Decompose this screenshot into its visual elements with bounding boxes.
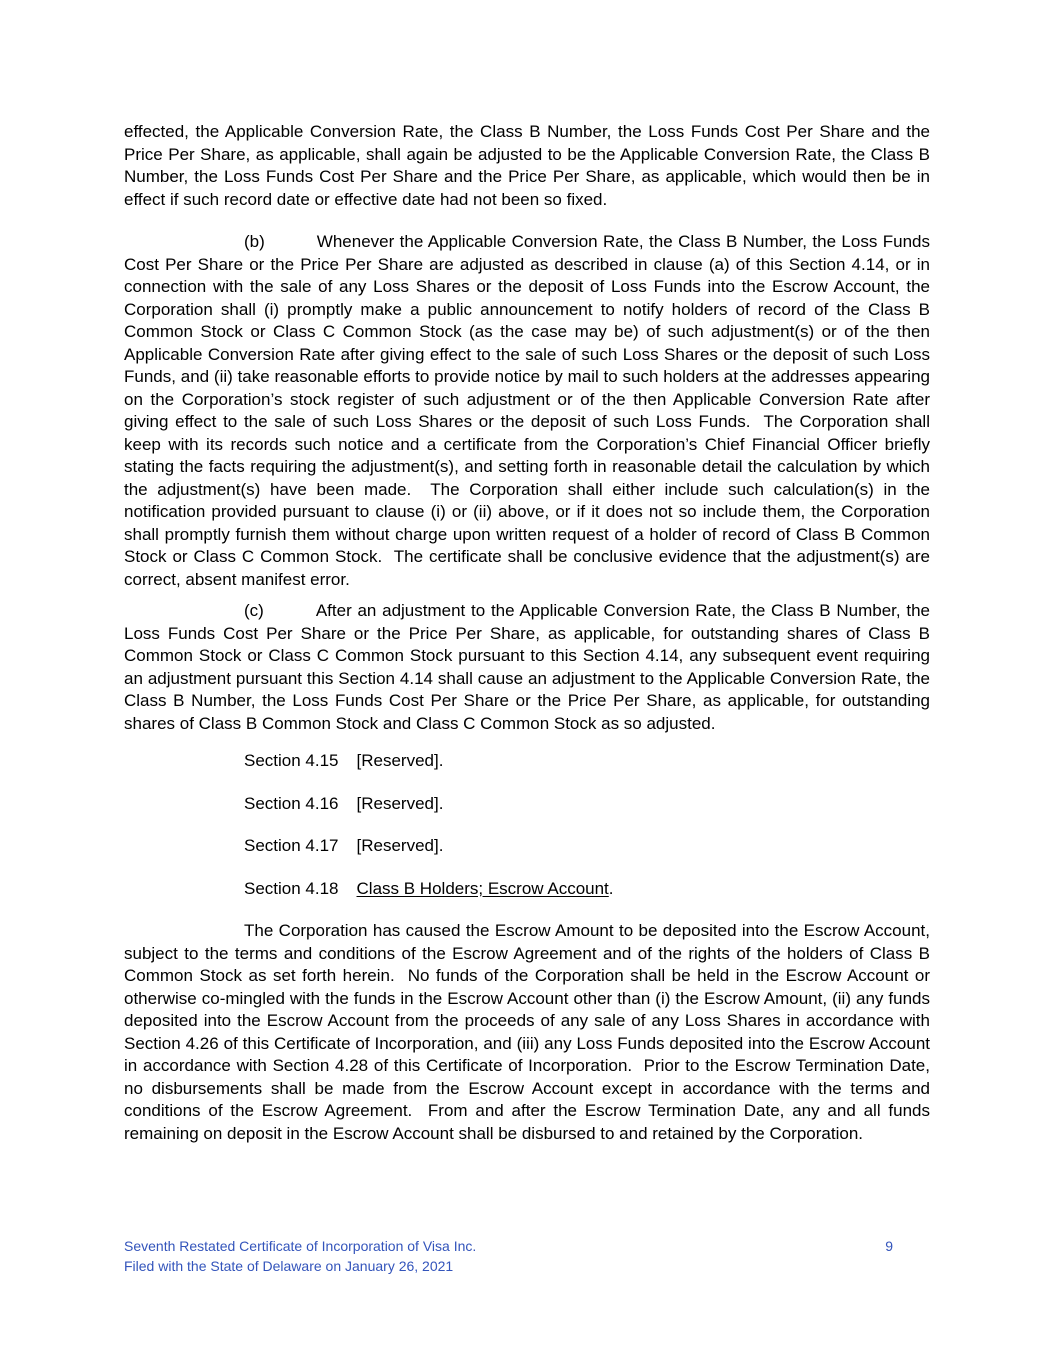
section-4-15: [244, 750, 930, 773]
paragraph-text: Whenever the Applicable Conversion Rate, the Class B Number, the Loss Funds Cost Per Share or the Price Per Share are adjusted as described in clause (a) of this Section 4.14, or in connection with the sale of any Loss Shares or the deposit of Loss Funds into the Escrow Account, the Corporation shall (i) promptly make a public announcement to notify holders of record of the Class B Common Stock or Class C Common Stock (as the case may be) of such adjustment(s) or of the then Applicable Conversion Rate after giving effect to the sale of such Loss Shares or the deposit of such Loss Funds, and (ii) take reasonable efforts to provide notice by mail to such holders at the addresses appearing on the Corporation’s stock register of such adjustment or of the then Applicable Conversion Rate after giving effect to the sale of such Loss Shares or the deposit of such Loss Funds. The Corporation shall keep with its records such notice and a certificate from the Corporation’s Chief Financial Officer briefly stating the facts requiring the adjustment(s), and setting forth in reasonable detail the calculation by which the adjustment(s) have been made. The Corporation shall either include such calculation(s) in the notification provided pursuant to clause (i) or (ii) above, or if it does not so include them, the Corporation shall promptly furnish them without charge upon written request of a holder of record of Class B Common Stock or Class C Common Stock. The certificate shall be conclusive evidence that the adjustment(s) are correct, absent manifest error.: [124, 232, 930, 589]
paragraph-text: After an adjustment to the Applicable Conversion Rate, the Class B Number, the Loss Funds Cost Per Share or the Price Per Share, as applicable, for outstanding shares of Class B Common Stock or Class C Common Stock pursuant to this Section 4.14, any subsequent event requiring an adjustment pursuant this Section 4.14 shall cause an adjustment to the Applicable Conversion Rate, the Class B Number, the Loss Funds Cost Per Share or the Price Per Share, as applicable, for outstanding shares of Class B Common Stock and Class C Common Stock as so adjusted.: [124, 601, 930, 733]
section-title: [Reserved].: [356, 793, 444, 813]
section-4-18: [244, 878, 930, 901]
footer-row: [124, 1236, 930, 1256]
page-number: 9: [885, 1238, 893, 1254]
paragraph-escrow: [124, 920, 930, 1145]
page-footer: [124, 1236, 930, 1276]
section-number: Section 4.16: [244, 793, 339, 813]
section-title: Class B Holders; Escrow Account: [356, 878, 609, 898]
section-title-suffix: .: [608, 878, 614, 898]
footer-doc-title: Seventh Restated Certificate of Incorporation of Visa Inc.: [124, 1238, 477, 1254]
section-number: Section 4.17: [244, 836, 339, 855]
section-4-16: [244, 793, 930, 816]
section-number: Section 4.15: [244, 751, 339, 770]
paragraph-c: [124, 600, 930, 735]
paragraph-text: effected, the Applicable Conversion Rate, the Class B Number, the Loss Funds Cost Per Share and the Price Per Share, as applicable, shall again be adjusted to be the Applicable Conversion Rate, the Class B Number, the Loss Funds Cost Per Share and the Price Per Share, as applicable, which would then be in effect if such record date or effective date had not been so fixed.: [124, 122, 930, 209]
paragraph-b: [124, 231, 930, 591]
clause-label: (c): [244, 601, 264, 620]
section-4-17: [244, 835, 930, 858]
paragraph-text: The Corporation has caused the Escrow Amount to be deposited into the Escrow Account, subject to the terms and conditions of the Escrow Agreement and of the rights of the holders of Class B Common Stock as set forth herein. No funds of the Corporation shall be held in the Escrow Account or otherwise co-mingled with the funds in the Escrow Account other than (i) the Escrow Amount, (ii) any funds deposited into the Escrow Account from the proceeds of any sale of any Loss Shares in accordance with Section 4.26 of this Certificate of Incorporation, and (iii) any Loss Funds deposited into the Escrow Account in accordance with Section 4.28 of this Certificate of Incorporation. Prior to the Escrow Termination Date, no disbursements shall be made from the Escrow Account except in accordance with the terms and conditions of the Escrow Agreement. From and after the Escrow Termination Date, any and all funds remaining on deposit in the Escrow Account shall be disbursed to and retained by the Corporation.: [124, 921, 930, 1143]
section-title: [Reserved].: [356, 836, 444, 855]
section-number: Section 4.18: [244, 878, 339, 898]
footer-filing-line: Filed with the State of Delaware on January 26, 2021: [124, 1258, 454, 1274]
section-title: [Reserved].: [356, 751, 444, 770]
clause-label: (b): [244, 232, 265, 251]
paragraph-continuation: [124, 121, 930, 211]
